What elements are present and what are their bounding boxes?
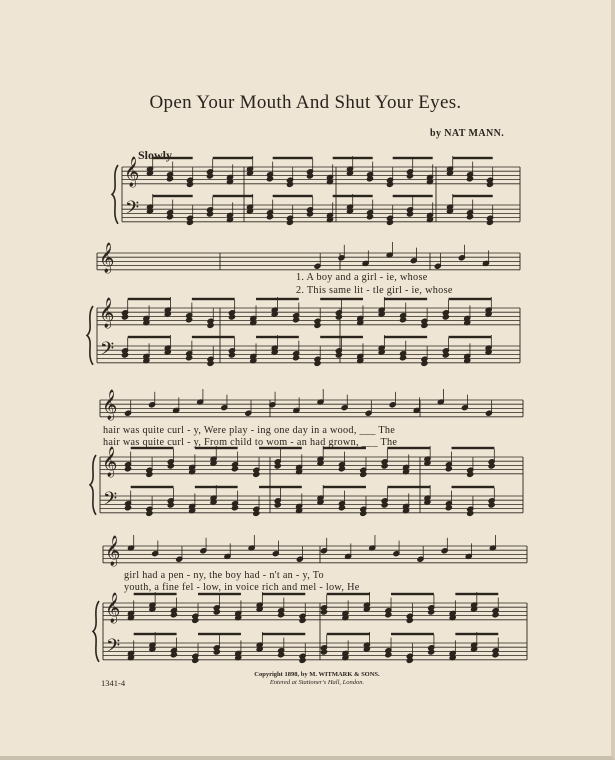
- staff: [100, 496, 523, 513]
- beam: [387, 486, 430, 488]
- beam: [391, 633, 434, 635]
- treble-clef: 𝄞: [99, 243, 115, 273]
- staff: [122, 205, 520, 222]
- system-brace: [87, 306, 93, 365]
- beam: [259, 486, 302, 488]
- lyrics-line: hair was quite curl - y, From child to wom - an had grown, ___ The: [103, 437, 398, 448]
- beam: [262, 633, 305, 635]
- staff: [103, 546, 527, 563]
- beam: [134, 633, 177, 635]
- beam: [273, 157, 313, 159]
- treble-clef: 𝄞: [105, 593, 121, 623]
- bass-clef: 𝄢: [125, 198, 140, 223]
- bass-clef: 𝄢: [106, 636, 121, 661]
- plate-number: 1341-4: [101, 678, 126, 688]
- beam: [213, 195, 253, 197]
- tempo-marking: Slowly.: [138, 148, 175, 162]
- staff: [97, 308, 520, 325]
- staff: [122, 167, 520, 184]
- treble-clef: 𝄞: [124, 157, 140, 187]
- beam: [384, 298, 427, 300]
- beam: [198, 593, 241, 595]
- beam: [384, 336, 427, 338]
- beam: [320, 298, 363, 300]
- beam: [128, 336, 171, 338]
- beam: [452, 486, 495, 488]
- beam: [192, 336, 235, 338]
- lyrics-line: 1. A boy and a girl - ie, whose: [296, 272, 428, 283]
- beam: [213, 157, 253, 159]
- beam: [391, 593, 434, 595]
- system-brace: [112, 165, 118, 224]
- copyright-notice-london: Entered at Stationer's Hall, London.: [269, 679, 365, 686]
- beam: [128, 298, 171, 300]
- beam: [449, 336, 492, 338]
- lyrics-line: girl had a pen - ny, the boy had - n't an - y, To: [124, 570, 324, 581]
- staff: [97, 346, 520, 363]
- treble-clef: 𝄞: [102, 447, 118, 477]
- beam: [192, 298, 235, 300]
- bass-clef: 𝄢: [100, 339, 115, 364]
- staff: [103, 603, 527, 620]
- beam: [452, 447, 495, 449]
- copyright-notice: Copyright 1898, by M. WITMARK & SONS.: [254, 671, 380, 678]
- staff: [100, 457, 523, 474]
- beam: [256, 298, 299, 300]
- composer-credit: by NAT MANN.: [430, 128, 505, 139]
- treble-clef: 𝄞: [99, 298, 115, 328]
- beam: [320, 336, 363, 338]
- system-brace: [93, 601, 99, 662]
- beam: [327, 633, 370, 635]
- beam: [256, 336, 299, 338]
- beam: [195, 486, 238, 488]
- beam: [198, 633, 241, 635]
- staff: [100, 400, 523, 417]
- treble-clef: 𝄞: [102, 390, 118, 420]
- beam: [262, 593, 305, 595]
- beam: [131, 486, 174, 488]
- lyrics-line: 2. This same lit - tle girl - ie, whose: [296, 285, 453, 296]
- system-brace: [90, 455, 96, 515]
- song-title: Open Your Mouth And Shut Your Eyes.: [149, 92, 462, 113]
- beam: [153, 195, 193, 197]
- beam: [453, 157, 493, 159]
- beam: [455, 633, 498, 635]
- staff: [103, 643, 527, 660]
- lyrics-line: hair was quite curl - y, Were play - ing one day in a wood, ___ The: [103, 425, 396, 436]
- beam: [333, 195, 373, 197]
- beam: [323, 486, 366, 488]
- beam: [393, 195, 433, 197]
- treble-clef: 𝄞: [105, 536, 121, 566]
- beam: [393, 157, 433, 159]
- lyrics-line: youth, a fine fel - low, in voice rich and mel - low, He: [124, 582, 360, 593]
- beam: [134, 593, 177, 595]
- beam: [333, 157, 373, 159]
- beam: [449, 298, 492, 300]
- staff: [97, 253, 520, 270]
- beam: [273, 195, 313, 197]
- bass-clef: 𝄢: [103, 489, 118, 514]
- beam: [327, 593, 370, 595]
- beam: [455, 593, 498, 595]
- beam: [453, 195, 493, 197]
